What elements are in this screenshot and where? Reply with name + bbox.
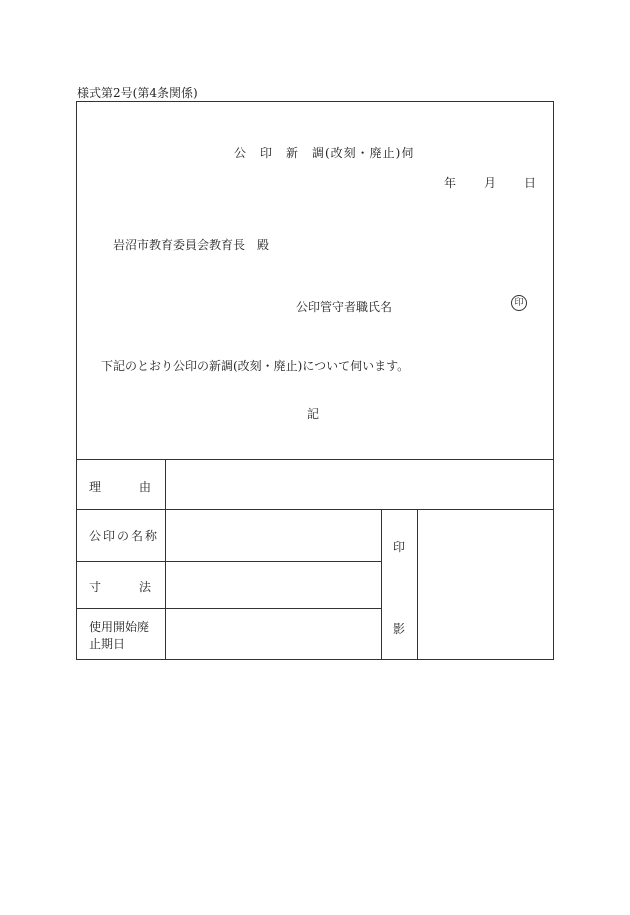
- body-text: 下記のとおり公印の新調(改刻・廃止)について伺います。: [101, 359, 410, 373]
- table-col-divider-2: [381, 509, 382, 660]
- impression-label-bottom: 影: [393, 622, 406, 636]
- table-divider-2: [76, 509, 554, 510]
- date-year: 年: [444, 176, 457, 190]
- date-month: 月: [484, 176, 497, 190]
- dimensions-label: 寸 法: [89, 580, 151, 594]
- table-divider-4: [76, 608, 381, 609]
- table-col-divider-1: [165, 459, 166, 660]
- impression-label-top: 印: [393, 540, 406, 554]
- custodian-label: 公印管守者職氏名: [296, 300, 393, 314]
- addressee: 岩沼市教育委員会教育長 殿: [113, 238, 270, 252]
- form-number: 様式第2号(第4条関係): [77, 86, 198, 100]
- date-line: [444, 174, 536, 191]
- seal-name-label: 公印の名称: [89, 529, 160, 543]
- table-col-divider-3: [417, 509, 418, 660]
- date-day: 日: [524, 176, 537, 190]
- document-title: 公 印 新 調(改刻・廃止)伺: [234, 146, 415, 160]
- table-divider-3: [76, 561, 381, 562]
- reason-label: 理 由: [89, 480, 151, 494]
- table-divider-top: [76, 459, 554, 460]
- seal-mark-icon: 印: [511, 295, 527, 311]
- start-end-date-label: 使用開始廃 止期日: [89, 620, 150, 651]
- ki-heading: 記: [307, 407, 320, 421]
